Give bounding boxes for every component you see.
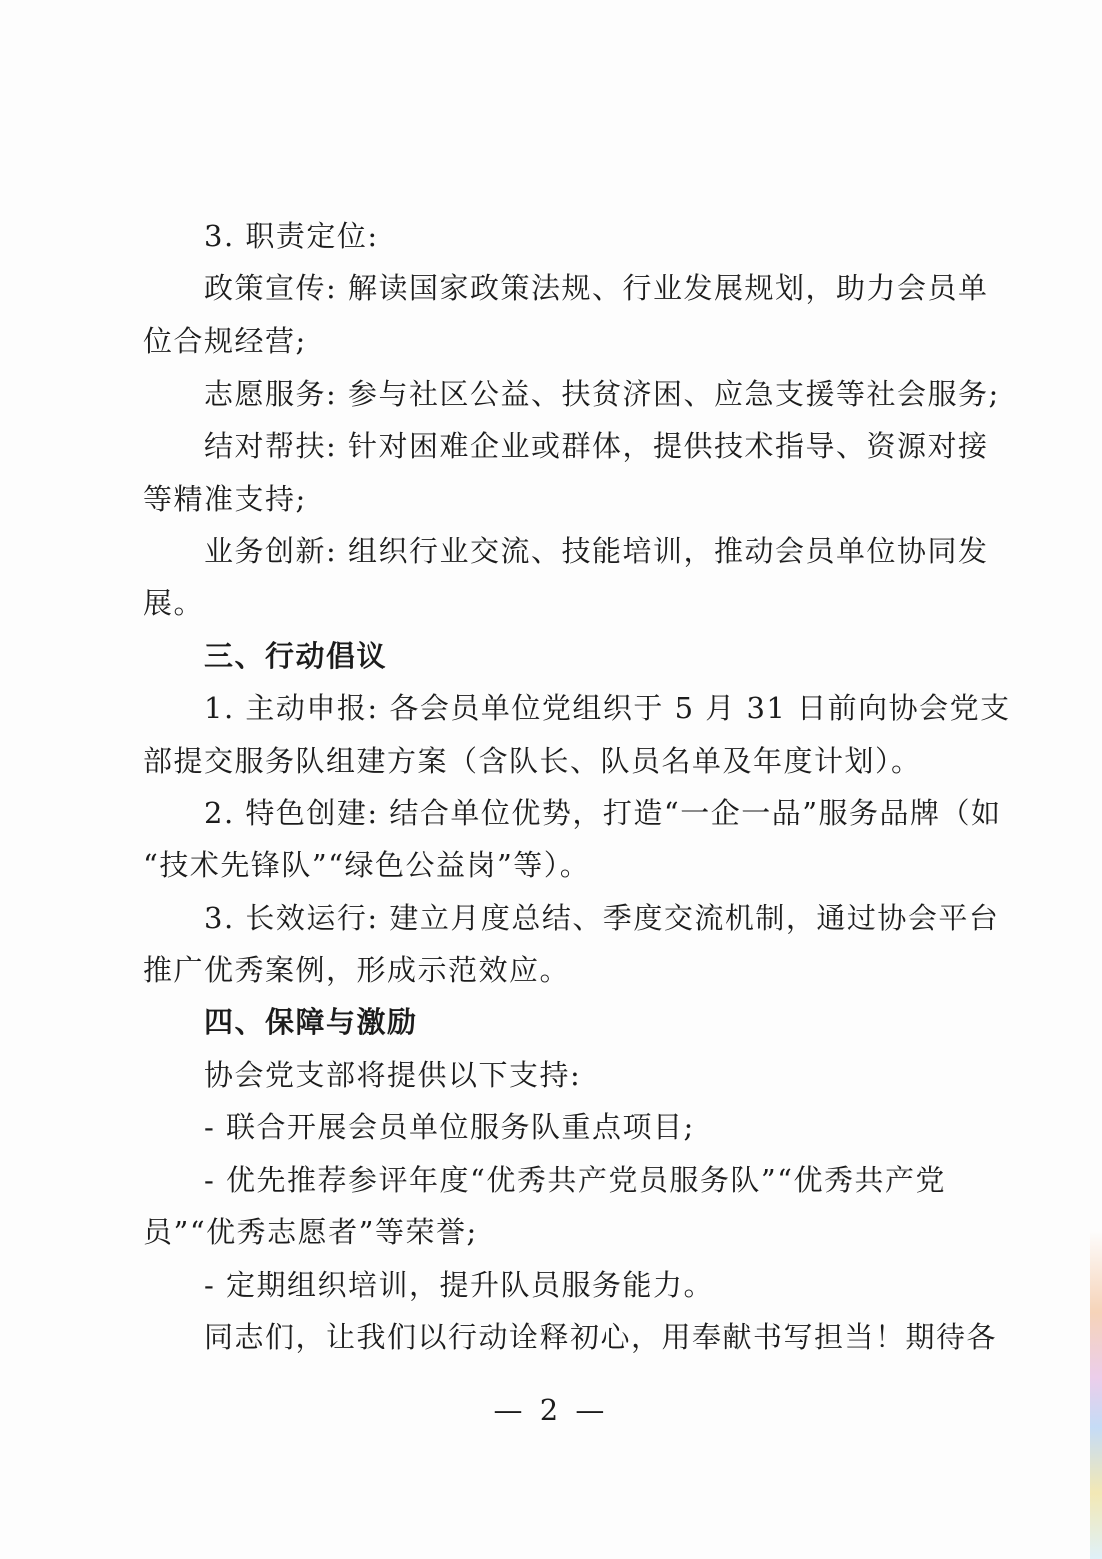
policy-promotion-line-cont: 位合规经营;	[143, 324, 307, 358]
action-item-1: 1. 主动申报: 各会员单位党组织于 5 月 31 日前向协会党支	[204, 691, 1011, 725]
section-heading-action: 三、行动倡议	[204, 639, 388, 673]
action-item-3: 3. 长效运行: 建立月度总结、季度交流机制，通过协会平台	[204, 901, 1000, 935]
support-item-3: - 定期组织培训，提升队员服务能力。	[204, 1268, 715, 1302]
business-innovation-line: 业务创新: 组织行业交流、技能培训，推动会员单位协同发	[204, 534, 989, 568]
action-item-1-cont: 部提交服务队组建方案（含队长、队员名单及年度计划）。	[143, 744, 922, 778]
scan-edge-artifact	[1090, 1230, 1102, 1559]
closing-paragraph: 同志们，让我们以行动诠释初心，用奉献书写担当！期待各	[204, 1320, 998, 1354]
paired-assistance-line: 结对帮扶: 针对困难企业或群体，提供技术指导、资源对接	[204, 429, 989, 463]
action-item-2-cont: “技术先锋队”“绿色公益岗”等）。	[143, 848, 591, 882]
page-number: — 2 —	[493, 1393, 609, 1427]
support-item-2: - 优先推荐参评年度“优秀共产党员服务队”“优秀共产党	[204, 1163, 946, 1197]
action-item-3-cont: 推广优秀案例，形成示范效应。	[143, 953, 571, 987]
business-innovation-line-cont: 展。	[143, 586, 205, 620]
support-intro: 协会党支部将提供以下支持:	[204, 1058, 582, 1092]
policy-promotion-line: 政策宣传: 解读国家政策法规、行业发展规划，助力会员单	[204, 271, 989, 305]
paired-assistance-line-cont: 等精准支持;	[143, 482, 307, 516]
volunteer-service-line: 志愿服务: 参与社区公益、扶贫济困、应急支援等社会服务;	[204, 377, 1000, 411]
duty-heading: 3. 职责定位:	[204, 219, 379, 253]
action-item-2: 2. 特色创建: 结合单位优势，打造“一企一品”服务品牌（如	[204, 796, 1002, 830]
support-item-1: - 联合开展会员单位服务队重点项目;	[204, 1110, 695, 1144]
section-heading-support: 四、保障与激励	[204, 1005, 418, 1039]
support-item-2-cont: 员”“优秀志愿者”等荣誉;	[143, 1215, 478, 1249]
